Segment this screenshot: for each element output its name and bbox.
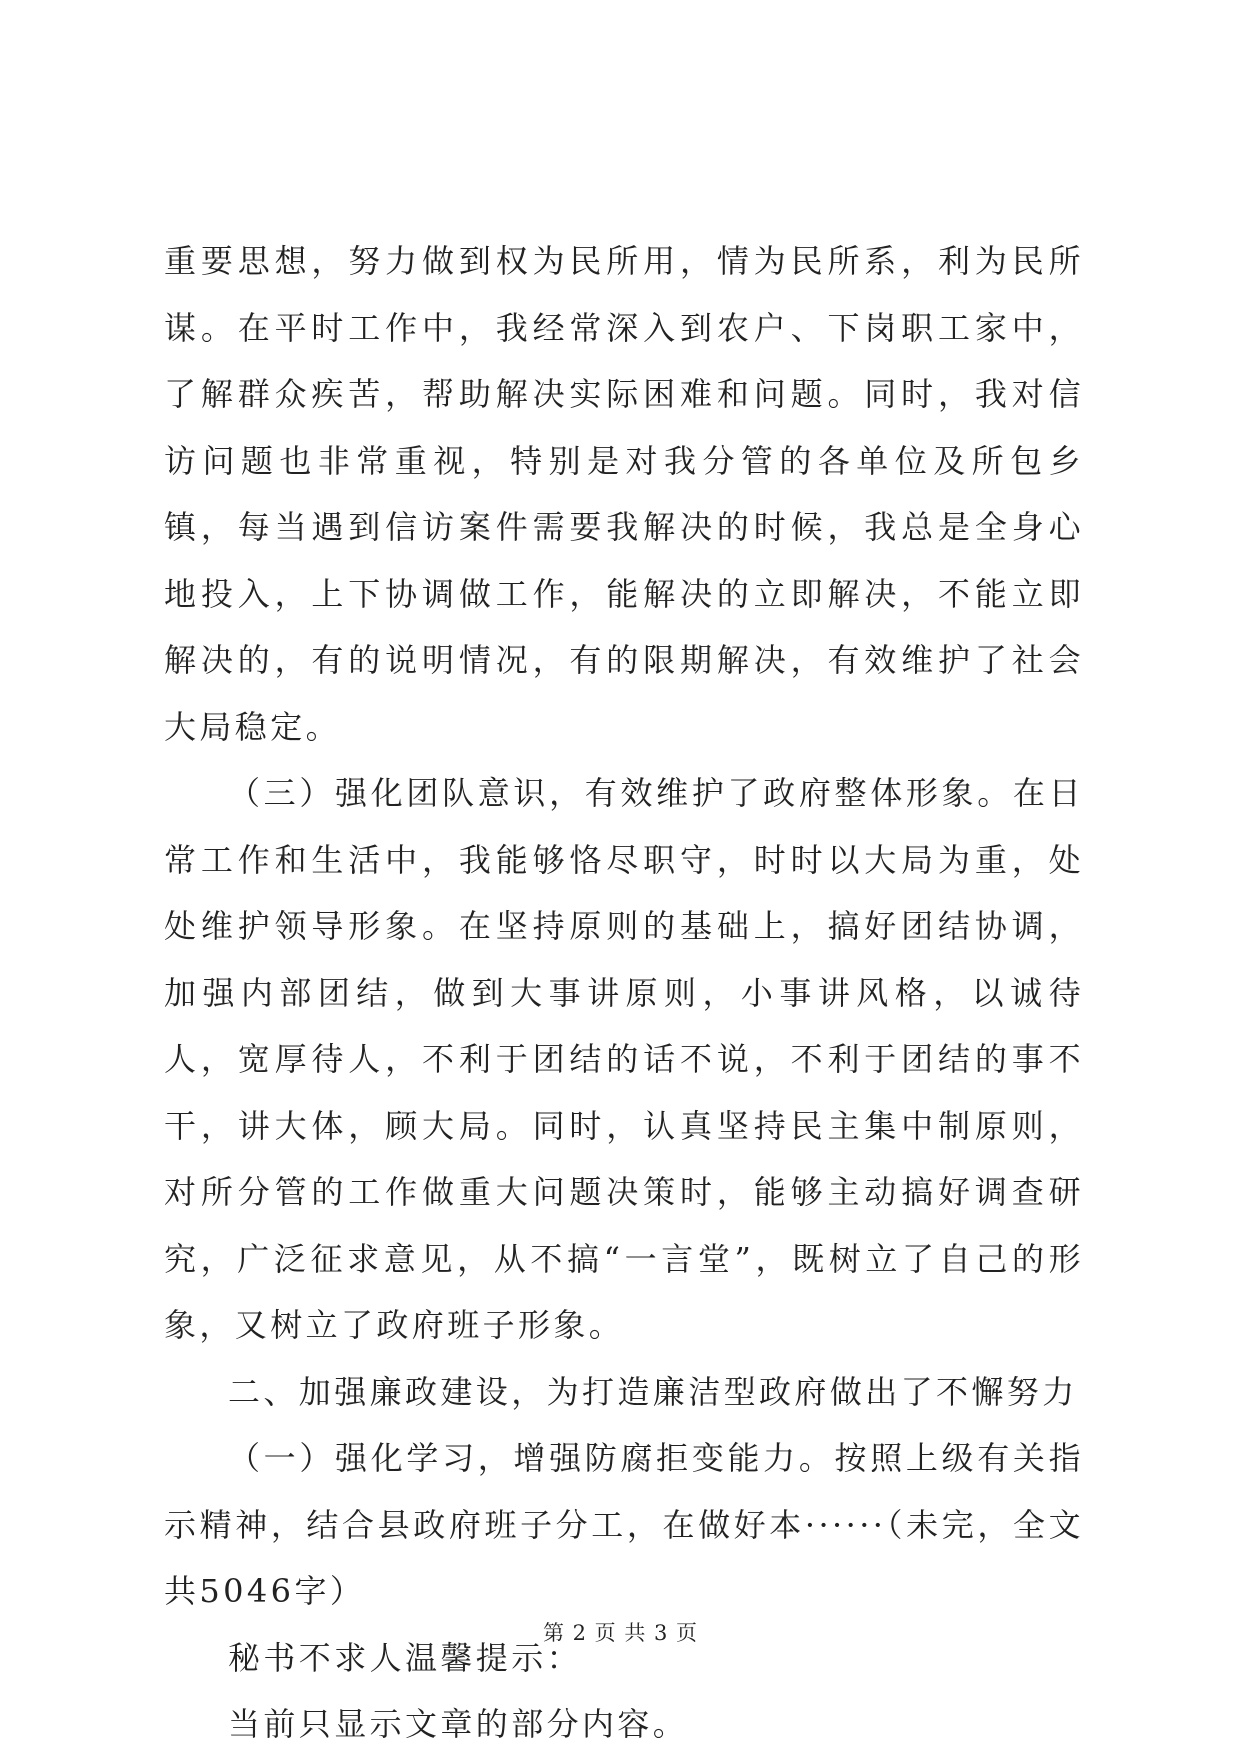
tip-heading: 秘书不求人温馨提示： <box>228 1638 583 1677</box>
paragraph-team-awareness: （三）强化团队意识，有效维护了政府整体形象。在日常工作和生活中，我能够恪尽职守，时时以大局为重，处处维护领导形象。在坚持原则的基础上，搞好团结协调，加强内部团结，做到大事讲原则，小事讲风格，以诚待人，宽厚待人，不利于团结的话不说，不利于团结的事不干，讲大体，顾大局。同时，认真坚持民主集中制原则，对所分管的工作做重大问题决策时，能够主动搞好调查研究，广泛征求意见，从不搞“一言堂”，既树立了自己的形象，又树立了政府班子形象。 <box>164 774 1084 1344</box>
paragraph-strengthen-study: （一）强化学习，增强防腐拒变能力。按照上级有关指示精神，结合县政府班子分工，在做好本······（未完，全文共5046字） <box>164 1439 1084 1610</box>
paragraph-continuation: 重要思想，努力做到权为民所用，情为民所系，利为民所谋。在平时工作中，我经常深入到农户、下岗职工家中，了解群众疾苦，帮助解决实际困难和问题。同时，我对信访问题也非常重视，特别是对我分管的各单位及所包乡镇，每当遇到信访案件需要我解决的时候，我总是全身心地投入，上下协调做工作，能解决的立即解决，不能立即解决的，有的说明情况，有的限期解决，有效维护了社会大局稳定。 <box>164 242 1084 746</box>
tip-text: 当前只显示文章的部分内容。 <box>228 1705 689 1743</box>
document-body <box>164 228 1084 1758</box>
section-heading-clean-government: 二、加强廉政建设，为打造廉洁型政府做出了不懈努力 <box>228 1372 1078 1411</box>
page-number-footer: 第 2 页 共 3 页 <box>542 1621 699 1645</box>
